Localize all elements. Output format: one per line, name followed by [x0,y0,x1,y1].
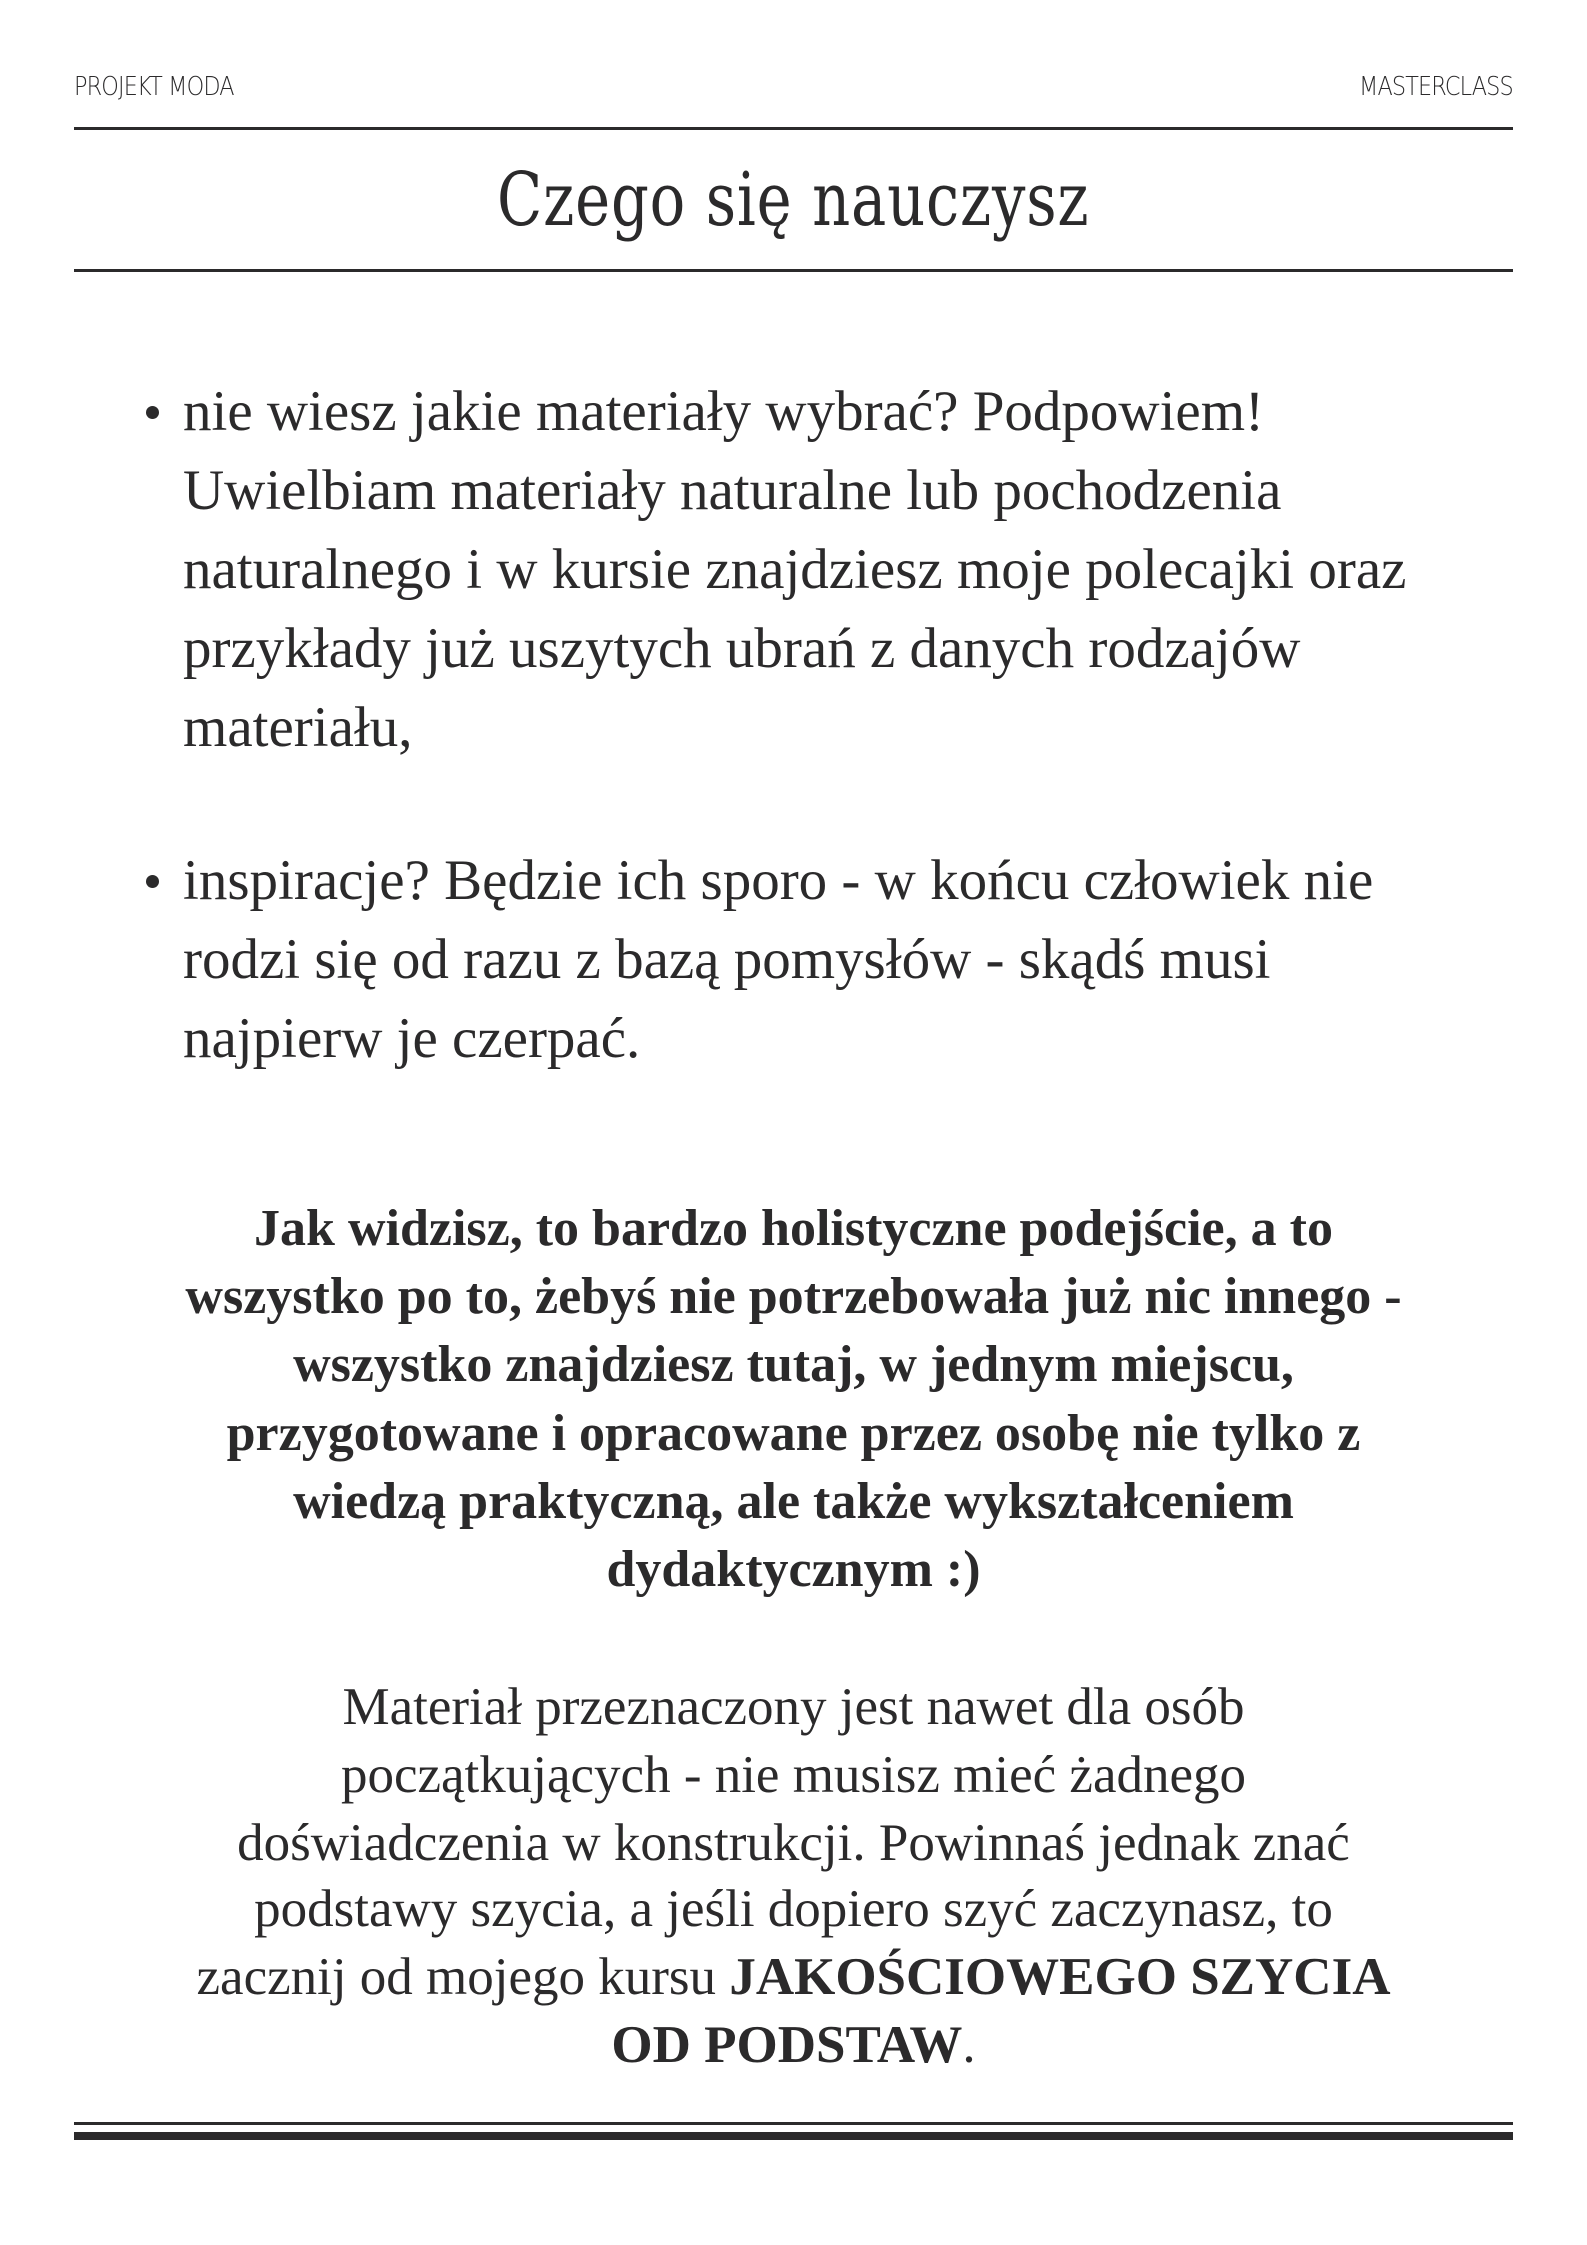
bullet-icon [146,406,159,419]
summary-line: dydaktycznym :) [606,1541,981,1598]
page-title [0,150,1587,250]
summary-line: przygotowane i opracowane przez osobę nie tylko z [226,1405,1361,1462]
summary-line: wszystko po to, żebyś nie potrzebowała już nic innego - [185,1268,1402,1325]
bullet-text-line: naturalnego i w kursie znajdziesz moje polecajki oraz [183,538,1407,601]
footer-divider-thin [74,2122,1513,2125]
header-brand: PROJEKT MODA [74,72,234,102]
final-punctuation: . [962,2016,976,2074]
info-line: podstawy szycia, a jeśli dopiero szyć zaczynasz, to [254,1880,1333,1938]
info-line [0,1943,1587,2011]
header-section: MASTERCLASS [1359,72,1513,102]
course-name: JAKOŚCIOWEGO SZYCIA [729,1948,1391,2006]
info-line: początkujących - nie musisz mieć żadnego [340,1746,1247,1804]
header-divider [74,127,1513,130]
bullet-text-line: materiału, [183,696,413,759]
summary-line: wszystko znajdziesz tutaj, w jednym miejscu, [293,1336,1294,1393]
info-line: Materiał przeznaczony jest nawet dla osób [342,1678,1245,1736]
course-name-continued: OD PODSTAW [611,2016,963,2074]
info-line: doświadczenia w konstrukcji. Powinnaś jednak znać [237,1814,1350,1872]
bullet-text-line: najpierw je czerpać. [183,1007,641,1070]
info-line [0,2011,1587,2079]
summary-line: Jak widzisz, to bardzo holistyczne podejście, a to [254,1200,1333,1257]
page-title-text: Czego się nauczysz [497,157,1090,243]
bullet-text-line: przykłady już uszytych ubrań z danych rodzajów [183,617,1301,680]
bullet-text-line: inspiracje? Będzie ich sporo - w końcu człowiek nie [183,849,1374,912]
summary-line: wiedzą praktyczną, ale także wykształceniem [293,1473,1294,1530]
bullet-text-line: rodzi się od razu z bazą pomysłów - skądś musi [183,928,1271,991]
info-line-prefix: zacznij od mojego kursu [196,1948,730,2006]
footer-divider-thick [74,2132,1513,2140]
bullet-text-line: Uwielbiam materiały naturalne lub pochodzenia [183,459,1282,522]
title-divider [74,269,1513,272]
bullet-text-line: nie wiesz jakie materiały wybrać? Podpowiem! [183,380,1265,443]
bullet-icon [146,875,159,888]
